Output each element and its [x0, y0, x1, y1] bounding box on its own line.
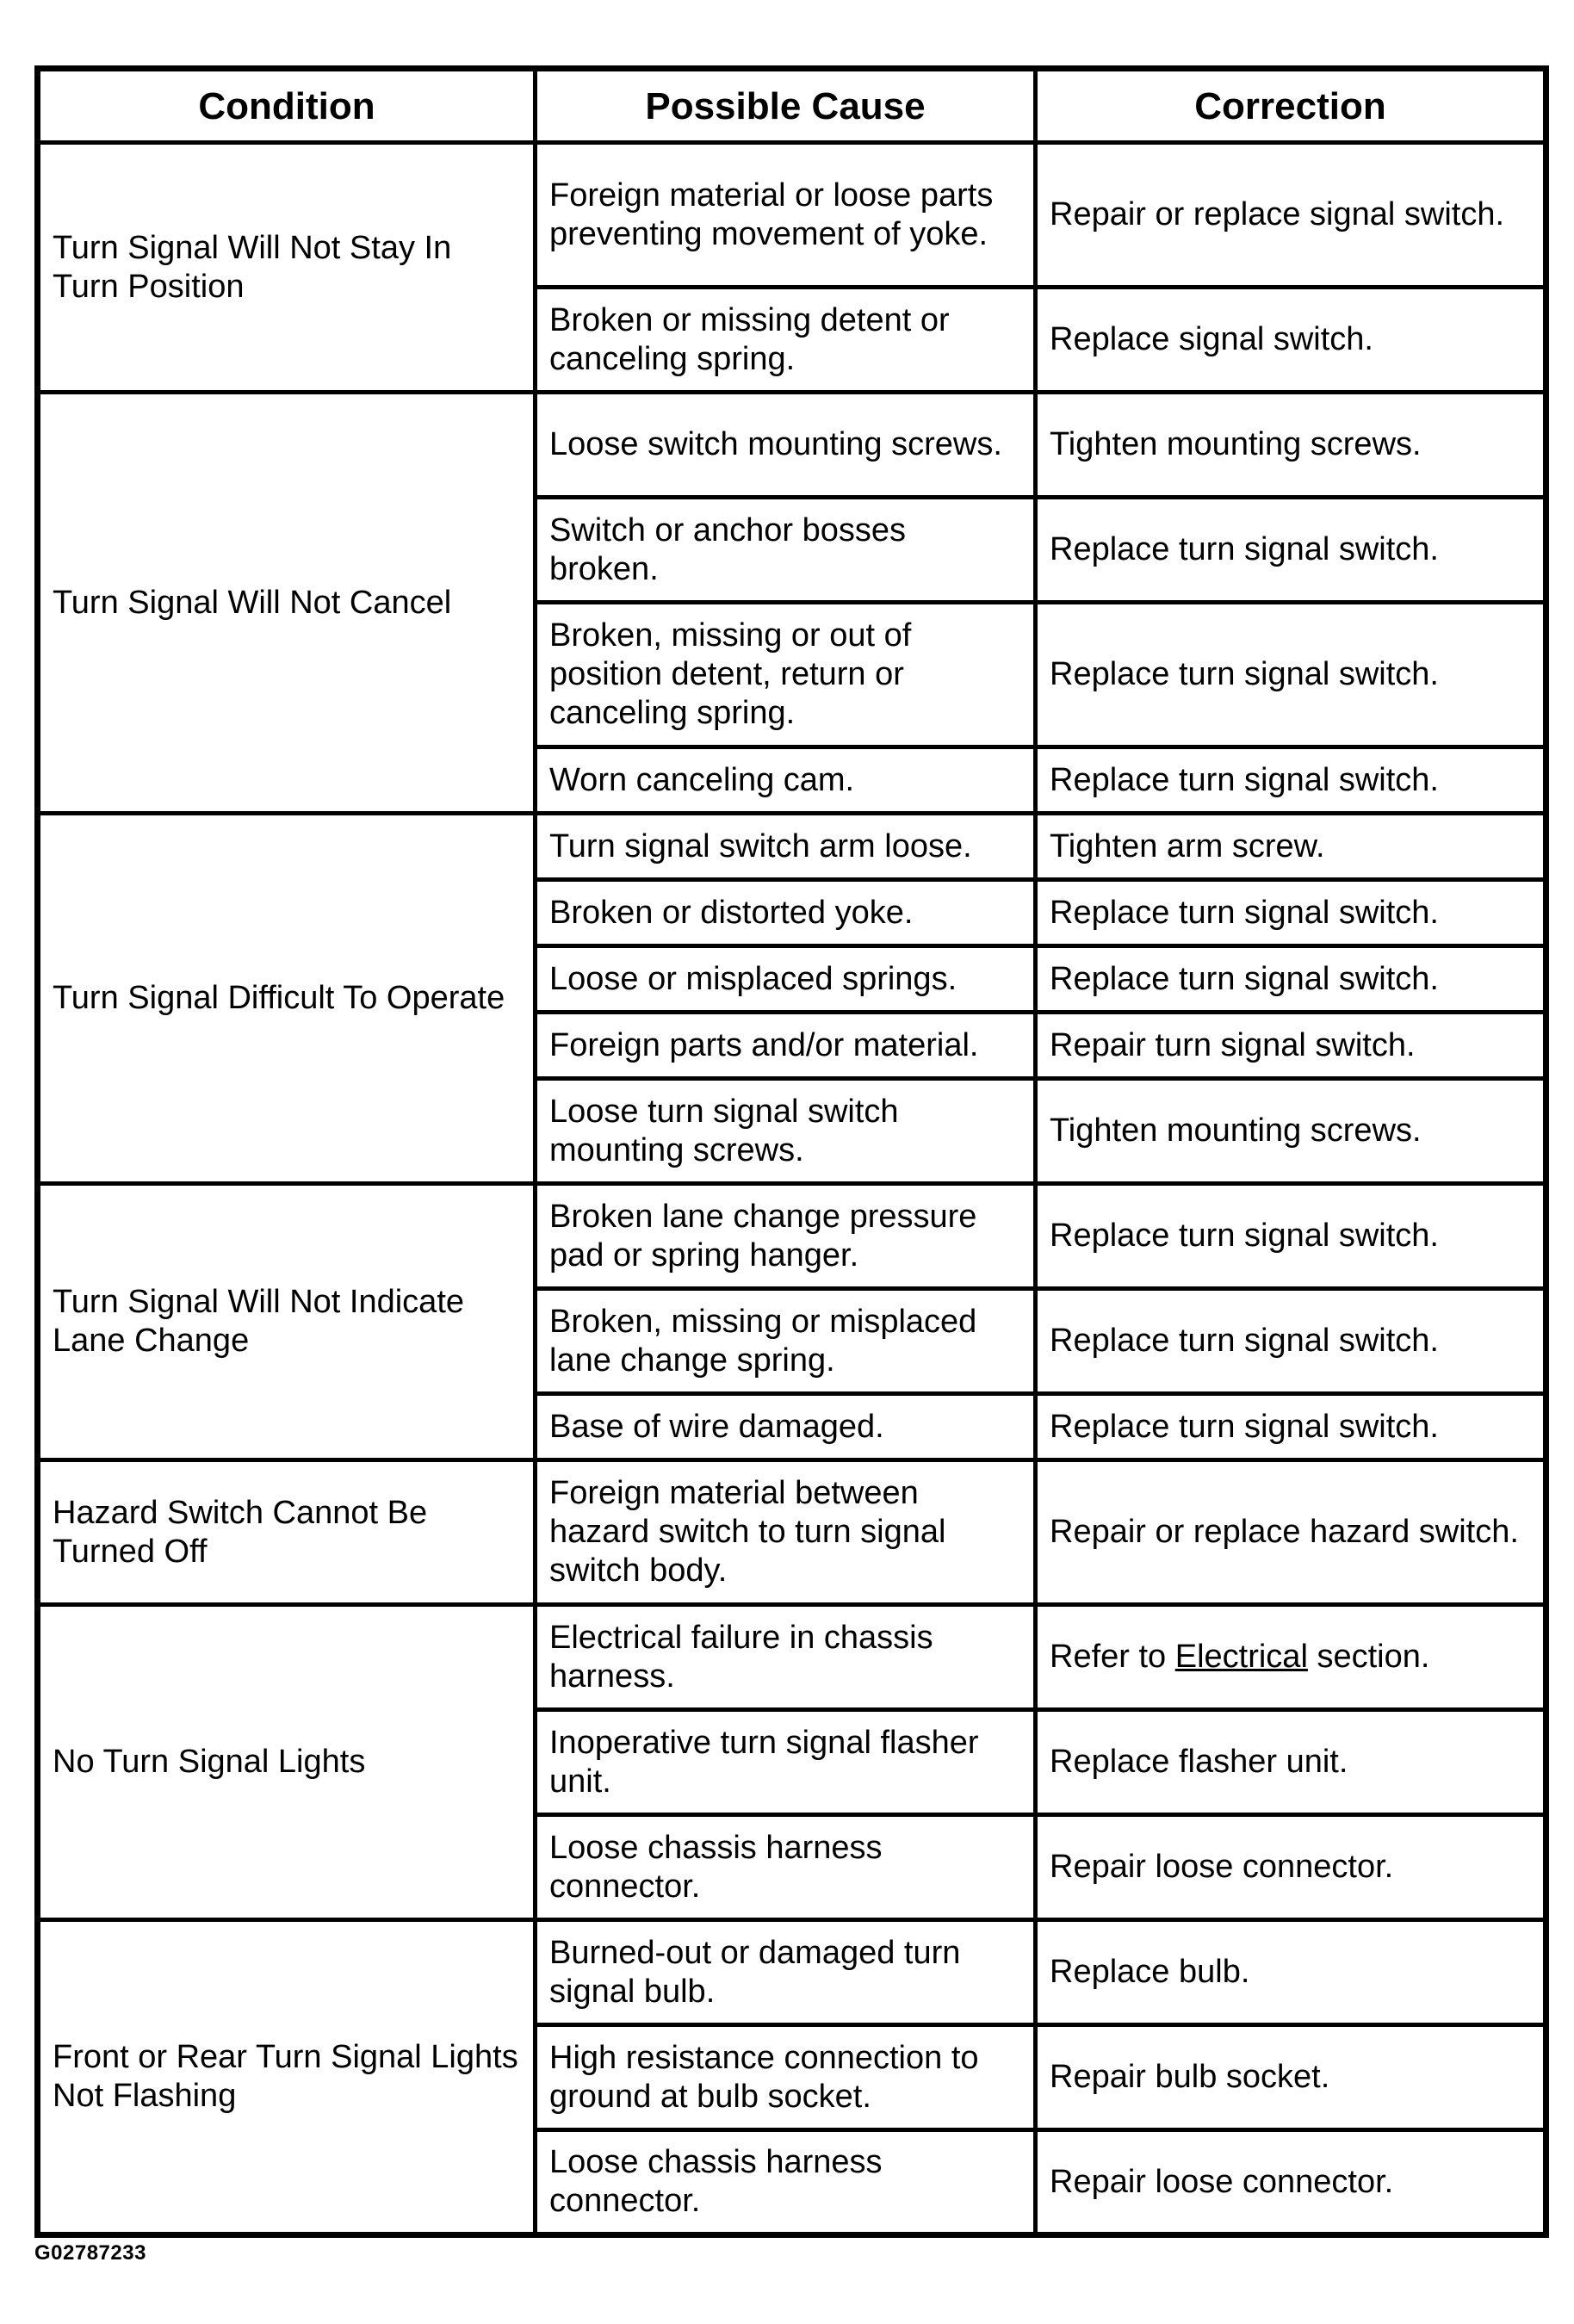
troubleshooting-table — [34, 65, 1549, 2238]
correction-cell: Replace turn signal switch. — [1036, 1184, 1546, 1289]
correction-cell: Repair loose connector. — [1036, 1815, 1546, 1920]
header-correction: Correction — [1036, 69, 1546, 143]
condition-cell: Turn Signal Will Not Indicate Lane Change — [38, 1184, 536, 1460]
cause-cell: Turn signal switch arm loose. — [536, 814, 1036, 880]
correction-cell: Replace turn signal switch. — [1036, 880, 1546, 946]
cause-cell: Loose switch mounting screws. — [536, 393, 1036, 498]
correction-cell: Replace bulb. — [1036, 1920, 1546, 2025]
cause-cell: Broken, missing or out of position detent, return or canceling spring. — [536, 603, 1036, 747]
cause-cell: Switch or anchor bosses broken. — [536, 498, 1036, 603]
correction-cell: Repair bulb socket. — [1036, 2025, 1546, 2130]
cause-cell: Loose chassis harness connector. — [536, 1815, 1036, 1920]
correction-cell: Replace turn signal switch. — [1036, 1289, 1546, 1394]
correction-cell: Tighten mounting screws. — [1036, 1079, 1546, 1184]
table-row — [38, 814, 1546, 880]
correction-cell: Repair turn signal switch. — [1036, 1013, 1546, 1079]
cause-cell: High resistance connection to ground at bulb socket. — [536, 2025, 1036, 2130]
cause-cell: Broken lane change pressure pad or spring hanger. — [536, 1184, 1036, 1289]
correction-cell: Replace turn signal switch. — [1036, 747, 1546, 814]
cause-cell: Broken or distorted yoke. — [536, 880, 1036, 946]
condition-cell: Turn Signal Will Not Stay In Turn Position — [38, 143, 536, 393]
cause-cell: Electrical failure in chassis harness. — [536, 1605, 1036, 1710]
correction-cell: Replace turn signal switch. — [1036, 498, 1546, 603]
correction-cell: Replace flasher unit. — [1036, 1710, 1546, 1815]
header-possible-cause: Possible Cause — [536, 69, 1036, 143]
cause-cell: Loose turn signal switch mounting screws. — [536, 1079, 1036, 1184]
condition-cell: Front or Rear Turn Signal Lights Not Flashing — [38, 1920, 536, 2235]
table-row — [38, 393, 1546, 498]
cause-cell: Worn canceling cam. — [536, 747, 1036, 814]
table-row — [38, 1460, 1546, 1605]
correction-cell: Tighten arm screw. — [1036, 814, 1546, 880]
table-row — [38, 1920, 1546, 2025]
correction-cell — [1036, 1605, 1546, 1710]
correction-cell: Repair loose connector. — [1036, 2130, 1546, 2235]
cause-cell: Foreign material or loose parts preventing movement of yoke. — [536, 143, 1036, 288]
correction-cell: Replace turn signal switch. — [1036, 603, 1546, 747]
cause-cell: Foreign parts and/or material. — [536, 1013, 1036, 1079]
condition-cell: Turn Signal Will Not Cancel — [38, 393, 536, 814]
condition-cell: Turn Signal Difficult To Operate — [38, 814, 536, 1184]
cause-cell: Burned-out or damaged turn signal bulb. — [536, 1920, 1036, 2025]
header-row — [38, 69, 1546, 143]
correction-cell: Tighten mounting screws. — [1036, 393, 1546, 498]
cause-cell: Inoperative turn signal flasher unit. — [536, 1710, 1036, 1815]
cause-cell: Base of wire damaged. — [536, 1394, 1036, 1460]
cause-cell: Broken, missing or misplaced lane change spring. — [536, 1289, 1036, 1394]
header-condition: Condition — [38, 69, 536, 143]
table-row — [38, 1184, 1546, 1289]
cause-cell: Foreign material between hazard switch to turn signal switch body. — [536, 1460, 1036, 1605]
cause-cell: Broken or missing detent or canceling spring. — [536, 288, 1036, 393]
table-row — [38, 1605, 1546, 1710]
condition-cell: Hazard Switch Cannot Be Turned Off — [38, 1460, 536, 1605]
correction-cell: Repair or replace signal switch. — [1036, 143, 1546, 288]
correction-cell: Repair or replace hazard switch. — [1036, 1460, 1546, 1605]
condition-cell: No Turn Signal Lights — [38, 1605, 536, 1920]
table-row — [38, 143, 1546, 288]
correction-text: Refer to — [1050, 1639, 1175, 1675]
correction-cell: Replace turn signal switch. — [1036, 946, 1546, 1013]
electrical-section-link[interactable]: Electrical — [1174, 1639, 1308, 1675]
figure-id: G02787233 — [34, 2241, 146, 2265]
correction-cell: Replace turn signal switch. — [1036, 1394, 1546, 1460]
cause-cell: Loose or misplaced springs. — [536, 946, 1036, 1013]
cause-cell: Loose chassis harness connector. — [536, 2130, 1036, 2235]
correction-cell: Replace signal switch. — [1036, 288, 1546, 393]
correction-text: section. — [1307, 1639, 1430, 1675]
